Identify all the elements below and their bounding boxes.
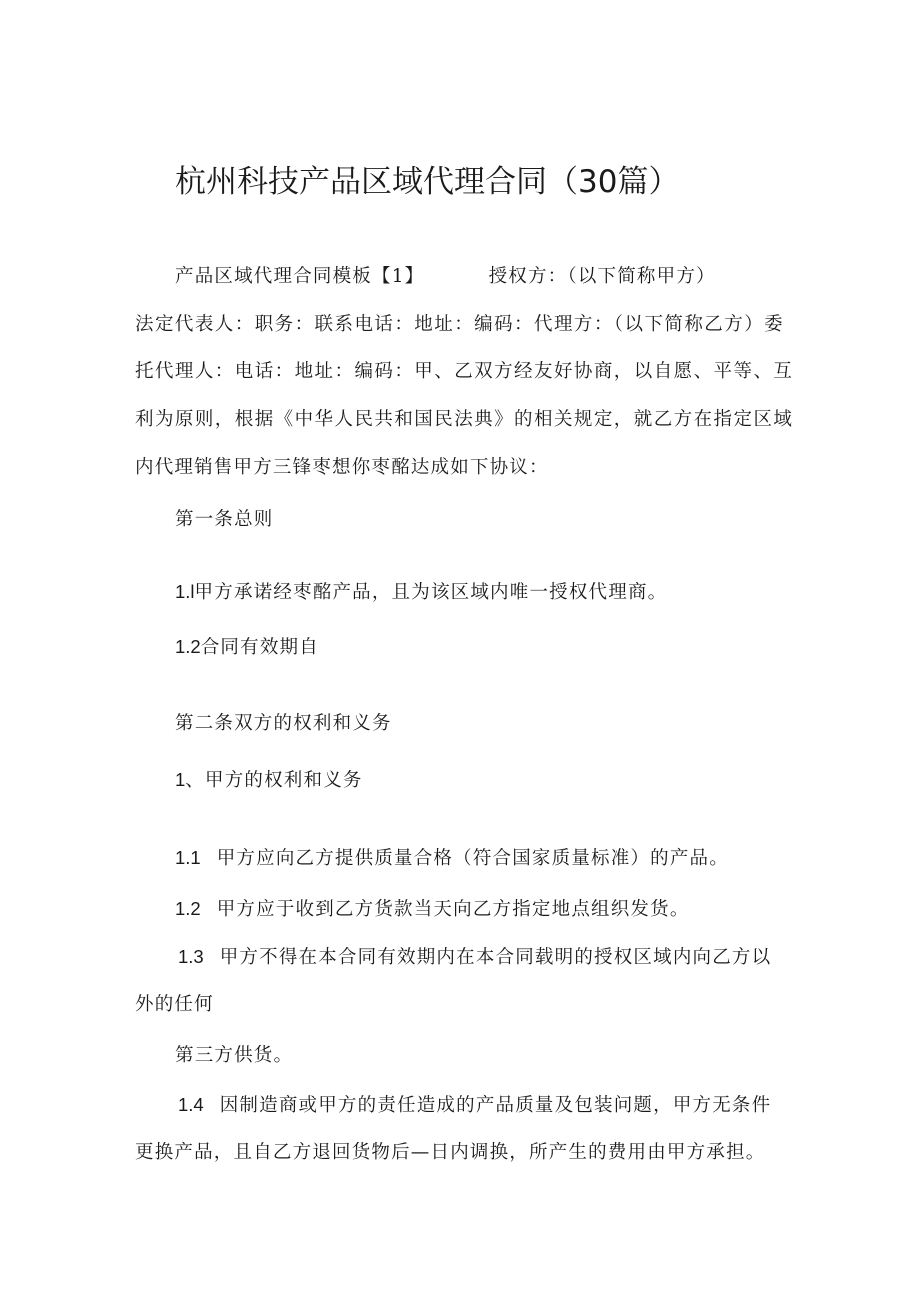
grantor-label: 授权方：（以下简称甲方） [488,266,716,287]
clause-1-2-text: 合同有效期自 [200,637,319,658]
article-2-heading: 第二条双方的权利和义务 [175,713,392,734]
item-1-2-number: 1.2 [175,898,201,919]
item-1-3-number: 1.3 [178,946,204,967]
section-1-heading [175,765,363,796]
intro-text-4: 内代理销售甲方三锋枣想你枣酩达成如下协议： [135,457,549,478]
document-title: 杭州科技产品区域代理合同（30篇） [175,164,680,200]
clause-1-2-number: 1.2 [175,636,201,657]
intro-line-2 [135,357,794,387]
item-1-3-continuation: 外的任何 [135,994,214,1015]
section-1-text: 、甲方的权利和义务 [185,770,363,791]
item-1-1 [175,843,729,874]
item-1-2-text: 甲方应于收到乙方货款当天向乙方指定地点组织发货。 [216,899,690,920]
intro-text-2: 托代理人：电话：地址：编码：甲、乙双方经友好协商，以自愿、平等、互 [135,361,794,382]
item-1-3-text: 甲方不得在本合同有效期内在本合同载明的授权区域内向乙方以 [219,947,772,968]
item-1-1-text: 甲方应向乙方提供质量合格（符合国家质量标准）的产品。 [216,848,729,869]
clause-1-2 [175,632,319,663]
intro-text-1: 法定代表人：职务：联系电话：地址：编码：代理方：（以下简称乙方）委 [135,314,785,335]
section-1-number: 1 [175,769,186,790]
item-1-1-number: 1.1 [175,847,201,868]
item-1-4-text: 因制造商或甲方的责任造成的产品质量及包装问题，甲方无条件 [219,1095,772,1116]
template-heading: 产品区域代理合同模板【1】 [175,266,425,287]
intro-line-3 [135,405,794,435]
article-1-heading: 第一条总则 [175,509,274,530]
item-1-4-number: 1.4 [178,1094,204,1115]
item-1-3-continuation-2: 第三方供货。 [175,1045,294,1066]
intro-line-4 [135,453,549,483]
clause-1-1 [175,577,667,608]
clause-1-1-number: 1.l [175,581,195,602]
item-1-4-continuation: 更换产品，且自乙方退回货物后—日内调换，所产生的费用由甲方承担。 [135,1142,766,1163]
item-1-3 [178,942,771,973]
item-1-4 [178,1090,771,1121]
clause-1-1-text: 甲方承诺经枣酩产品，且为该区域内唯一授权代理商。 [194,582,668,603]
intro-line-1 [135,310,790,340]
template-heading-line [175,262,716,292]
item-1-2 [175,894,690,925]
intro-text-3: 利为原则，根据《中华人民共和国民法典》的相关规定，就乙方在指定区域 [135,409,794,430]
